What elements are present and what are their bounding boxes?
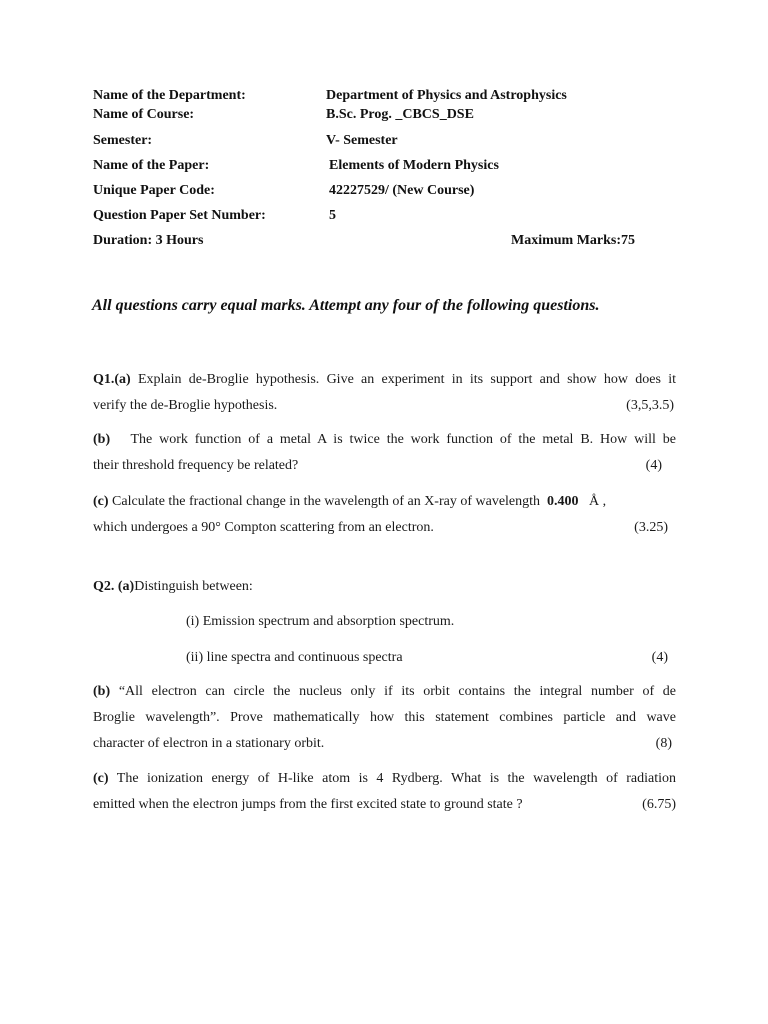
q2b-label: (b) [93,684,111,699]
q1c-text-2a: which undergoes a [93,520,198,535]
q1b-line-2 [93,453,676,479]
q2b-text-1: “All electron can circle the nucleus only if its orbit contains the integral number of de [118,684,677,699]
department-value: Department of Physics and Astrophysics [326,88,567,103]
paper-name-value: Elements of Modern Physics [329,158,499,173]
q1c-label: (c) [93,494,109,509]
q1c-wavelength: 0.400 [547,494,579,509]
paper-code-label: Unique Paper Code: [93,183,215,198]
q2b-line-1 [93,679,676,705]
q2c-line-2 [93,792,676,818]
q1c-text-2b: Compton scattering from an electron. [224,520,434,535]
q1b-text-2: their threshold frequency be related? [93,458,299,473]
q1a-marks: (3,5,3.5) [626,398,674,413]
paper-name-label: Name of the Paper: [93,158,210,173]
q2b-text-2: Broglie wavelength”. Prove mathematically how this statement combines particle and wave [93,710,676,725]
q2a-item-1-text: (i) Emission spectrum and absorption spectrum. [186,614,455,629]
maximum-marks: Maximum Marks:75 [511,233,636,248]
q1a-label: Q1.(a) [93,372,131,387]
instructions: All questions carry equal marks. Attempt any four of the following questions. [92,297,600,314]
q2a-label: Q2. (a) [93,579,135,594]
set-number-label: Question Paper Set Number: [93,208,266,223]
q2b-marks: (8) [655,736,672,751]
q1c-text-1: Calculate the fractional change in the wavelength of an X-ray of wavelength [112,494,541,509]
q1b-label: (b) [93,432,111,447]
q2c-text-1: The ionization energy of H-like atom is 4 Rydberg. What is the wavelength of radiation [116,771,676,786]
q1c-marks: (3.25) [634,520,668,535]
q1a-line-1 [93,367,676,393]
question-2 [93,574,676,818]
q2a-item-1 [93,609,676,635]
q1b-line-1 [93,427,676,453]
q2b-text-3: character of electron in a stationary orbit. [93,736,325,751]
semester-value: V- Semester [326,133,398,148]
paper-code-value: 42227529/ (New Course) [329,183,475,198]
course-label: Name of Course: [93,107,195,122]
q2c-line-1 [93,766,676,792]
q2a-marks: (4) [651,650,668,665]
q2b-line-2 [93,705,676,731]
q1c-line-1 [93,489,676,515]
q1c-unit: Å , [589,494,607,509]
q1a-text-2: verify the de-Broglie hypothesis. [93,398,278,413]
q2a-line [93,574,676,600]
q2c-marks: (6.75) [642,797,676,812]
q1a-text-1: Explain de-Broglie hypothesis. Give an experiment in its support and show how does it [137,372,676,387]
course-value: B.Sc. Prog. _CBCS_DSE [326,107,474,122]
semester-label: Semester: [93,133,153,148]
q2b-line-3 [93,731,676,757]
q2a-text: Distinguish between: [134,579,253,594]
q1b-marks: (4) [645,458,662,473]
set-number-value: 5 [329,208,336,223]
q1a-line-2 [93,393,676,419]
question-1 [93,367,676,541]
q1c-line-2 [93,515,676,541]
q2c-label: (c) [93,771,109,786]
department-label: Name of the Department: [93,88,246,103]
q2a-item-2 [93,645,676,671]
q1c-angle: 90° [201,520,221,535]
q2a-item-2-text: (ii) line spectra and continuous spectra [186,650,403,665]
q1b-text-1: The work function of a metal A is twice the work function of the metal B. How will be [130,432,676,447]
duration: Duration: 3 Hours [93,233,204,248]
q2c-text-2: emitted when the electron jumps from the first excited state to ground state ? [93,797,523,812]
